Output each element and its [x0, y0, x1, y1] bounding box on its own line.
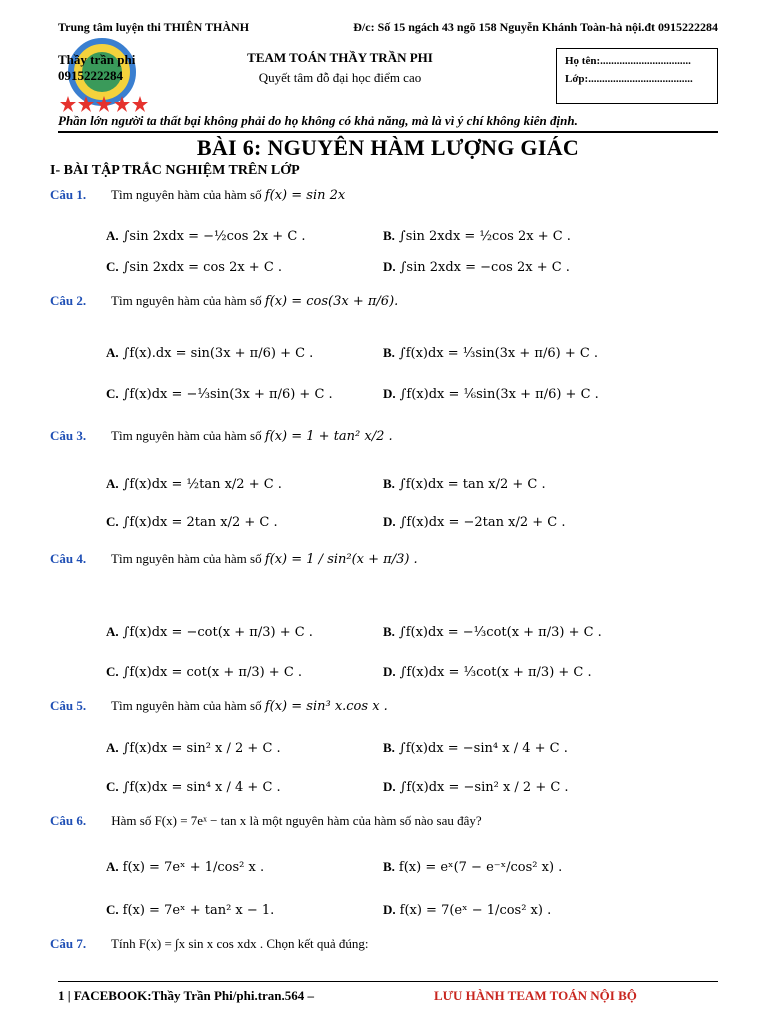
q5-option-a: A. ∫f(x)dx = sin² x / 2 + C .	[106, 740, 281, 756]
q6-option-a: A. f(x) = 7eˣ + 1/cos² x .	[106, 859, 265, 875]
question-label: Câu 3.	[50, 428, 87, 443]
question-text: Tìm nguyên hàm của hàm số	[111, 551, 262, 566]
question-label: Câu 7.	[50, 936, 87, 951]
question-text: Hàm số F(x) = 7eˣ − tan x là một nguyên hàm của hàm số nào sau đây?	[111, 813, 482, 828]
q3-option-d: D. ∫f(x)dx = −2tan x/2 + C .	[383, 514, 566, 530]
question-label: Câu 2.	[50, 293, 87, 308]
q2-option-a: A. ∫f(x).dx = sin(3x + π/6) + C .	[106, 345, 314, 361]
class-field: Lớp:......................................	[565, 73, 693, 85]
question-1	[50, 187, 345, 203]
q2-option-b: B. ∫f(x)dx = ⅓sin(3x + π/6) + C .	[383, 345, 599, 361]
q1-option-d: D. ∫sin 2xdx = −cos 2x + C .	[383, 259, 570, 275]
question-text: Tìm nguyên hàm của hàm số	[111, 428, 262, 443]
footer-divider	[58, 981, 718, 982]
q3-option-a: A. ∫f(x)dx = ½tan x/2 + C .	[106, 476, 282, 492]
question-text: Tính F(x) = ∫x sin x cos xdx . Chọn kết quả đúng:	[111, 936, 369, 951]
question-expr: f(x) = sin 2x	[264, 188, 346, 203]
question-label: Câu 5.	[50, 698, 87, 713]
q3-option-c: C. ∫f(x)dx = 2tan x/2 + C .	[106, 514, 278, 530]
q2-option-d: D. ∫f(x)dx = ⅙sin(3x + π/6) + C .	[383, 386, 599, 402]
q1-option-c: C. ∫sin 2xdx = cos 2x + C .	[106, 259, 283, 275]
footer-right: LƯU HÀNH TEAM TOÁN NỘI BỘ	[434, 988, 637, 1003]
q2-option-c: C. ∫f(x)dx = −⅓sin(3x + π/6) + C .	[106, 386, 333, 402]
motivational-quote: Phần lớn người ta thất bại không phải do họ không có khả năng, mà là vì ý chí không kiên định.	[58, 113, 578, 128]
q6-option-d: D. f(x) = 7(eˣ − 1/cos² x) .	[383, 902, 552, 918]
center-name: Trung tâm luyện thi THIÊN THÀNH	[58, 20, 250, 34]
question-3	[50, 428, 393, 444]
q3-option-b: B. ∫f(x)dx = tan x/2 + C .	[383, 476, 546, 492]
question-4	[50, 551, 418, 567]
question-2	[50, 293, 398, 309]
question-expr: f(x) = 1 + tan² x/2 .	[264, 429, 393, 444]
question-text: Tìm nguyên hàm của hàm số	[111, 698, 262, 713]
q4-option-c: C. ∫f(x)dx = cot(x + π/3) + C .	[106, 664, 303, 680]
question-text: Tìm nguyên hàm của hàm số	[111, 187, 262, 202]
header-top-line	[58, 20, 718, 35]
question-text: Tìm nguyên hàm của hàm số	[111, 293, 262, 308]
name-field: Họ tên:.................................	[565, 55, 691, 67]
q1-option-a: A. ∫sin 2xdx = −½cos 2x + C .	[106, 228, 306, 244]
teacher-name: Thầy trần phi	[58, 52, 136, 67]
question-expr: f(x) = cos(3x + π/6).	[264, 294, 399, 309]
teacher-info	[58, 52, 135, 84]
q4-option-a: A. ∫f(x)dx = −cot(x + π/3) + C .	[106, 624, 313, 640]
q6-option-c: C. f(x) = 7eˣ + tan² x − 1.	[106, 902, 275, 918]
student-info-box	[556, 48, 718, 104]
question-expr: f(x) = sin³ x.cos x .	[264, 699, 388, 714]
question-7	[50, 936, 369, 952]
q5-option-d: D. ∫f(x)dx = −sin² x / 2 + C .	[383, 779, 569, 795]
teacher-phone: 0915222284	[58, 68, 123, 83]
team-title: TEAM TOÁN THẦY TRẦN PHI	[247, 50, 433, 65]
q5-option-b: B. ∫f(x)dx = −sin⁴ x / 4 + C .	[383, 740, 568, 756]
q5-option-c: C. ∫f(x)dx = sin⁴ x / 4 + C .	[106, 779, 281, 795]
question-label: Câu 4.	[50, 551, 87, 566]
section-heading: I- BÀI TẬP TRẮC NGHIỆM TRÊN LỚP	[50, 163, 300, 178]
question-label: Câu 1.	[50, 187, 87, 202]
center-address: Đ/c: Số 15 ngách 43 ngõ 158 Nguyễn Khánh Toàn-hà nội.đt 0915222284	[353, 20, 718, 34]
question-expr: f(x) = 1 / sin²(x + π/3) .	[264, 552, 418, 567]
footer-left: 1 | FACEBOOK:Thầy Trần Phi/phi.tran.564 –	[58, 988, 315, 1003]
header-divider	[58, 131, 718, 133]
lesson-title: BÀI 6: NGUYÊN HÀM LƯỢNG GIÁC	[196, 135, 580, 160]
q4-option-b: B. ∫f(x)dx = −⅓cot(x + π/3) + C .	[383, 624, 602, 640]
question-6	[50, 813, 482, 829]
question-5	[50, 698, 388, 714]
q6-option-b: B. f(x) = eˣ(7 − e⁻ˣ/cos² x) .	[383, 859, 563, 875]
q1-option-b: B. ∫sin 2xdx = ½cos 2x + C .	[383, 228, 571, 244]
slogan: Quyết tâm đỗ đại học điểm cao	[258, 70, 422, 85]
q4-option-d: D. ∫f(x)dx = ⅓cot(x + π/3) + C .	[383, 664, 592, 680]
question-label: Câu 6.	[50, 813, 87, 828]
